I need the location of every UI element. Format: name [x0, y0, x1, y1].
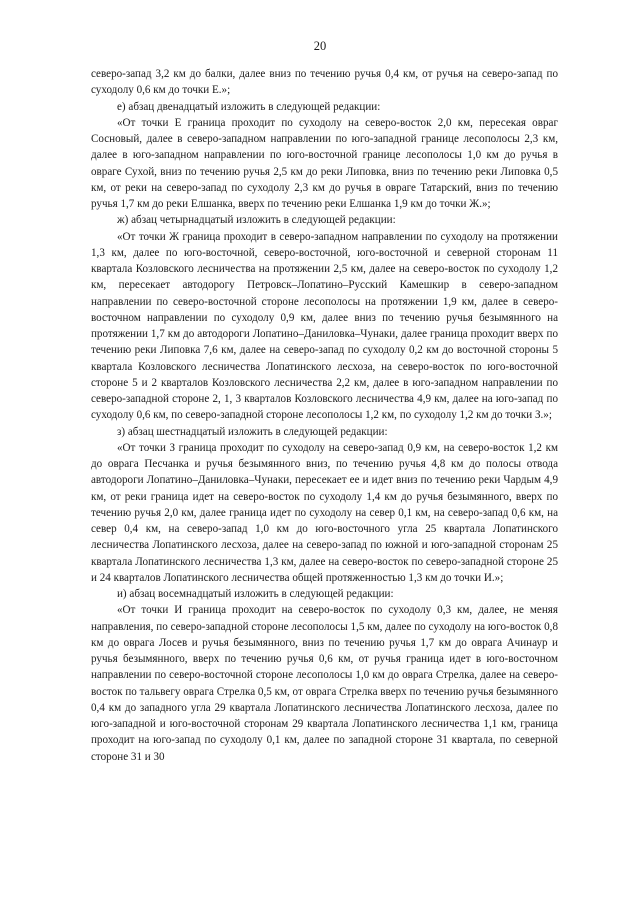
amendment-heading-zh: ж) абзац четырнадцатый изложить в следующей редакции:: [117, 214, 396, 227]
amendment-heading-z: з) абзац шестнадцатый изложить в следующей редакции:: [117, 425, 388, 438]
amendment-text-zh: «От точки Ж граница проходит в северо-западном направлении по суходолу на протяжении 1,3 км, далее по юго-восточной, северо-восточной, юго-восточной и северной сторонам 11 квартала Козловского лесничества на протяжении 2,5 км, далее на северо-восток по суходолу 1,2 км, пересекает автодорогу Петровск–Лопатино–Русский Камешкир в северо-западном направлении по северо-восточной стороне лесополосы на протяжении 1,9 км, далее в северо-восточном направлении по суходолу 0,9 км, далее вниз по течению ручья безымянного на протяжении 1,7 км до автодороги Лопатино–Даниловка–Чунаки, далее граница проходит вверх по течению реки Липовка 7,6 км, далее на северо-запад по суходолу 0,2 км до восточной стороны 5 квартала Козловского лесничества Лопатинского лесхоза, на северо-восток по юго-восточной стороне 5 и 2 кварталов Козловского лесничества 2,2 км, далее в юго-западном направлении по северо-западной стороне 2, 1, 3 кварталов Козловского лесничества 4,9 км, далее на юго-запад по суходолу 0,6 км, по северо-западной стороне лесополосы 1,2 км, по суходолу 1,2 км до точки З.»;: [91, 230, 558, 422]
amendment-heading-i: и) абзац восемнадцатый изложить в следующей редакции:: [117, 588, 394, 600]
paragraph-continuation: северо-запад 3,2 км до балки, далее вниз по течению ручья 0,4 км, от ручья на северо-запад по суходолу 0,6 км до точки Е.»;: [91, 68, 558, 97]
page-number: 20: [313, 39, 327, 53]
amendment-heading-e: е) абзац двенадцатый изложить в следующей редакции:: [117, 100, 381, 113]
amendment-text-i: «От точки И граница проходит на северо-восток по суходолу 0,3 км, далее, не меняя направления, по северо-западной стороне лесополосы 1,5 км, далее по суходолу на юго-восток 0,8 км до оврага Лосев и ручья безымянного, вниз по течению ручья 1,7 км до оврага Ачинаур и ручья безымянного, вверх по течению ручья 0,6 км, от ручья граница идет в юго-восточном направлении по северо-восточной стороне лесополосы 1,0 км до оврага Стрелка, далее на северо-восток по тальвегу оврага Стрелка 0,5 км, от оврага Стрелка вверх по течению ручья безымянного 0,4 км до западного угла 29 квартала Лопатинского лесничества Лопатинского лесхоза, далее по юго-западной и юго-восточной сторонам 29 квартала Лопатинского лесничества 1,1 км, граница проходит на юго-запад по суходолу 0,1 км, далее по западной стороне 31 квартала, по северной стороне 31 и 30: [91, 604, 558, 763]
amendment-text-z: «От точки З граница проходит по суходолу на северо-запад 0,9 км, на северо-восток 1,2 км до оврага Песчанка и ручья безымянного вниз, по течению ручья 4,8 км до полосы отвода автодороги Лопатино–Даниловка–Чунаки, пересекает ее и идет вниз по течению реки Чардым 4,9 км, от реки граница идет на северо-восток по суходолу 1,4 км до ручья безымянного, вверх по течению ручья 2,0 км, далее граница идет по суходолу на север 0,1 км, на северо-запад 0,6 км, на север 0,4 км, на северо-запад 1,0 км до юго-восточного угла 25 квартала Лопатинского лесничества Лопатинского лесхоза, далее на северо-запад по южной и юго-западной сторонам 25 квартала Лопатинского лесничества 1,3 км, далее на северо-восток по северо-западной стороне 25 и 24 кварталов Лопатинского лесничества общей протяженностью 1,3 км до точки И.»;: [91, 441, 558, 584]
document-body: [91, 66, 558, 765]
amendment-text-e: «От точки Е граница проходит по суходолу на северо-восток 2,0 км, пересекая овраг Сосновый, далее в северо-западном направлении по юго-западной границе лесополосы 2,3 км, далее в юго-западном направлении по юго-восточной границе лесополосы 1,0 км до ручья в овраге Сухой, вниз по течению ручья 2,5 км до реки Липовка, вниз по течению реки Липовка 0,5 км, от реки на северо-запад по суходолу 2,3 км до ручья в овраге Татарский, вниз по течению ручья 1,7 км до реки Елшанка, вверх по течению реки Елшанка 1,9 км до точки Ж.»;: [91, 116, 558, 210]
